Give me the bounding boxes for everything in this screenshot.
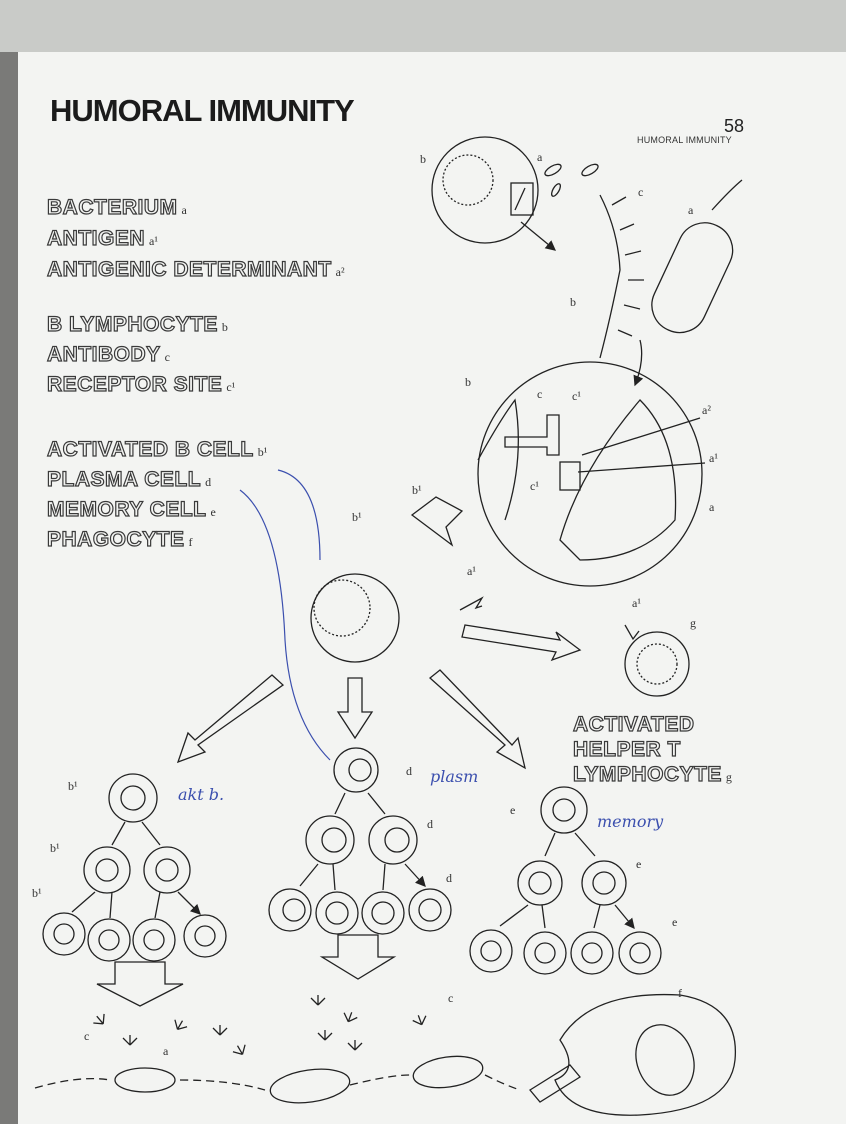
- label-f: f: [678, 986, 682, 1000]
- label-a1-helper: a¹: [632, 596, 641, 610]
- label-c1-mag: c¹: [572, 389, 581, 403]
- arrow-down: [338, 678, 372, 738]
- term-receptor-site: RECEPTOR SITE c¹: [47, 373, 236, 396]
- helper-t-lymphocyte: [625, 625, 689, 696]
- label-e-mid: e: [636, 857, 642, 871]
- magnified-view: [478, 362, 705, 586]
- arrow-left: [178, 675, 283, 762]
- term-antigen: ANTIGEN a¹: [47, 227, 158, 250]
- arrow-to-antibodies-left: [97, 962, 183, 1006]
- term-helper-line1: ACTIVATED: [573, 713, 695, 736]
- label-b1-tree2: b¹: [50, 841, 60, 855]
- term-antigenic-determinant: ANTIGENIC DETERMINANT a²: [47, 258, 345, 281]
- plasma-cell-tree: [269, 748, 451, 934]
- label-a-bottom: a: [163, 1044, 169, 1058]
- label-d-top: d: [406, 764, 412, 778]
- term-helper-line2: HELPER T: [573, 738, 681, 761]
- label-b1-tree3: b¹: [32, 886, 42, 900]
- label-b-membrane: b: [570, 295, 576, 309]
- running-head: HUMORAL IMMUNITY: [637, 135, 732, 145]
- label-a-bacterium: a: [688, 203, 694, 217]
- page-title: HUMORAL IMMUNITY: [50, 93, 354, 128]
- label-b-mag: b: [465, 375, 471, 389]
- term-bacterium: BACTERIUM a: [47, 196, 187, 219]
- antigen-small: [460, 598, 482, 610]
- term-memory-cell: MEMORY CELL e: [47, 498, 216, 521]
- arrow-to-antibodies-mid: [322, 935, 394, 979]
- handwritten-lines: [240, 470, 330, 760]
- label-b: b: [420, 152, 426, 166]
- term-helper-line3: LYMPHOCYTE g: [573, 763, 732, 786]
- term-antibody: ANTIBODY c: [47, 343, 170, 366]
- arrow-to-activated: [412, 497, 462, 545]
- membrane-with-receptors: [600, 195, 644, 358]
- arrow-to-helper: [462, 625, 580, 660]
- label-a1-small: a¹: [467, 564, 476, 578]
- label-c: c: [638, 185, 644, 199]
- label-a2: a²: [702, 403, 711, 417]
- handwritten-memory: memory: [597, 812, 664, 831]
- phagocyte: [555, 995, 735, 1116]
- label-a1: a¹: [709, 451, 718, 465]
- label-d-mid: d: [427, 817, 433, 831]
- term-activated-b-cell: ACTIVATED B CELL b¹: [47, 438, 268, 461]
- handwritten-plasma: plasm: [430, 767, 479, 786]
- label-b1-cell: b¹: [352, 510, 362, 524]
- label-b1-tree1: b¹: [68, 779, 78, 793]
- label-a: a: [537, 150, 543, 164]
- label-a-mag: a: [709, 500, 715, 514]
- label-c-antibody-left: c: [84, 1029, 90, 1043]
- handwritten-akt: akt b.: [178, 785, 225, 804]
- antigen-fragments: [543, 162, 600, 198]
- label-c1-low: c¹: [530, 479, 539, 493]
- term-plasma-cell: PLASMA CELL d: [47, 468, 212, 491]
- term-phagocyte: PHAGOCYTE f: [47, 528, 193, 551]
- activated-b-cell: [311, 574, 399, 662]
- label-e-low: e: [672, 915, 678, 929]
- label-c-mag: c: [537, 387, 543, 401]
- label-b1-arrow: b¹: [412, 483, 422, 497]
- label-g: g: [690, 616, 696, 630]
- term-b-lymphocyte: B LYMPHOCYTE b: [47, 313, 228, 336]
- label-d-low: d: [446, 871, 452, 885]
- arrow-right: [430, 670, 525, 768]
- label-c-antibody-right: c: [448, 991, 454, 1005]
- b-lymphocyte-top: [432, 137, 538, 243]
- label-e-top: e: [510, 803, 516, 817]
- page-number: 58: [724, 116, 745, 136]
